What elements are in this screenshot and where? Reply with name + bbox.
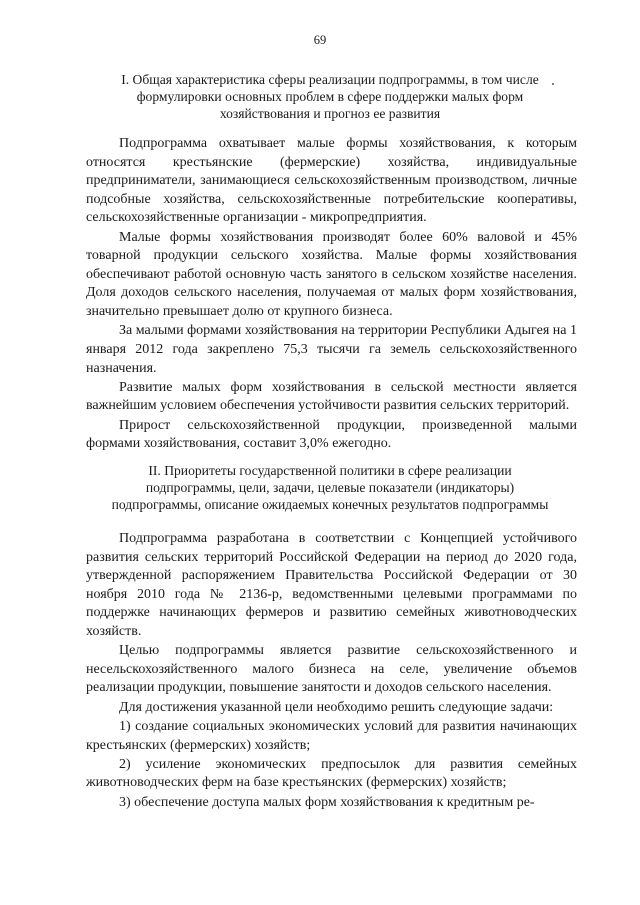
section-2-heading-line: подпрограммы, цели, задачи, целевые показатели (индикаторы) <box>145 480 515 495</box>
section-2-paragraph: Для достижения указанной цели необходимо решить следующие задачи: <box>119 699 554 715</box>
task-item: 1) создание социальных экономических условий для развития начинающих крестьянских (фермерских) хозяйств; <box>86 719 577 753</box>
page-number: 69 <box>313 33 327 47</box>
section-1-paragraph: Развитие малых форм хозяйствования в сельской местности является важнейшим условием обеспечения устойчивости развития сельских территорий. <box>86 379 577 414</box>
section-2-heading-line: подпрограммы, описание ожидаемых конечных результатов подпрограммы <box>111 497 549 512</box>
section-1-body <box>86 135 577 455</box>
scan-speck <box>552 83 554 85</box>
section-2-paragraph: Подпрограмма разработана в соответствии с Концепцией устойчивого развития сельских территорий Российской Федерации на период до 2020 года, утвержденной распоряжением Правительства Российской Федерации от 30 ноября 2010 года № 2136-р, ведомственными целевыми программами по поддержке начинающих фермеров и развитию семейных животноводческих хозяйств. <box>86 531 577 639</box>
section-1-heading-line: формулировки основных проблем в сфере поддержки малых форм <box>136 89 524 104</box>
section-1-heading-line: I. Общая характеристика сферы реализации подпрограммы, в том числе <box>121 72 539 87</box>
section-1-paragraph: За малыми формами хозяйствования на территории Республики Адыгея на 1 января 2012 года закреплено 75,3 тысячи га земель сельскохозяйственного назначения. <box>86 323 577 376</box>
section-2-heading <box>70 462 590 513</box>
section-2-paragraph: Целью подпрограммы является развитие сельскохозяйственного и несельскохозяйственного малого бизнеса на селе, увеличение объемов реализации продукции, повышение занятости и доходов сельского населения. <box>86 643 577 696</box>
task-item: 2) усиление экономических предпосылок для развития семейных животноводческих ферм на базе крестьянских (фермерских) хозяйств; <box>86 756 577 791</box>
section-2-body <box>86 530 577 813</box>
section-1-heading-line: хозяйствования и прогноз ее развития <box>219 106 441 121</box>
section-1-paragraph: Малые формы хозяйствования производят более 60% валовой и 45% товарной продукции сельского хозяйства. Малые формы хозяйствования обеспечивают работой основную часть занятого в сельском хозяйстве населения. Доля доходов сельского населения, получаемая от малых форм хозяйствования, значительно превышает долю от крупного бизнеса. <box>86 229 577 320</box>
section-1-paragraph: Прирост сельскохозяйственной продукции, произведенной малыми формами хозяйствования, составит 3,0% ежегодно. <box>86 417 577 452</box>
task-item: 3) обеспечение доступа малых форм хозяйствования к кредитным ре- <box>119 794 535 810</box>
section-2-heading-line: II. Приоритеты государственной политики в сфере реализации <box>148 463 512 478</box>
section-1-paragraph: Подпрограмма охватывает малые формы хозяйствования, к которым относятся крестьянские (фермерские) хозяйства, индивидуальные предприниматели, занимающиеся сельскохозяйственным производством, личные подсобные хозяйства, сельскохозяйственные потребительские кооперативы, сельскохозяйственные организации - микропредприятия. <box>86 136 577 226</box>
section-1-heading <box>70 71 590 122</box>
